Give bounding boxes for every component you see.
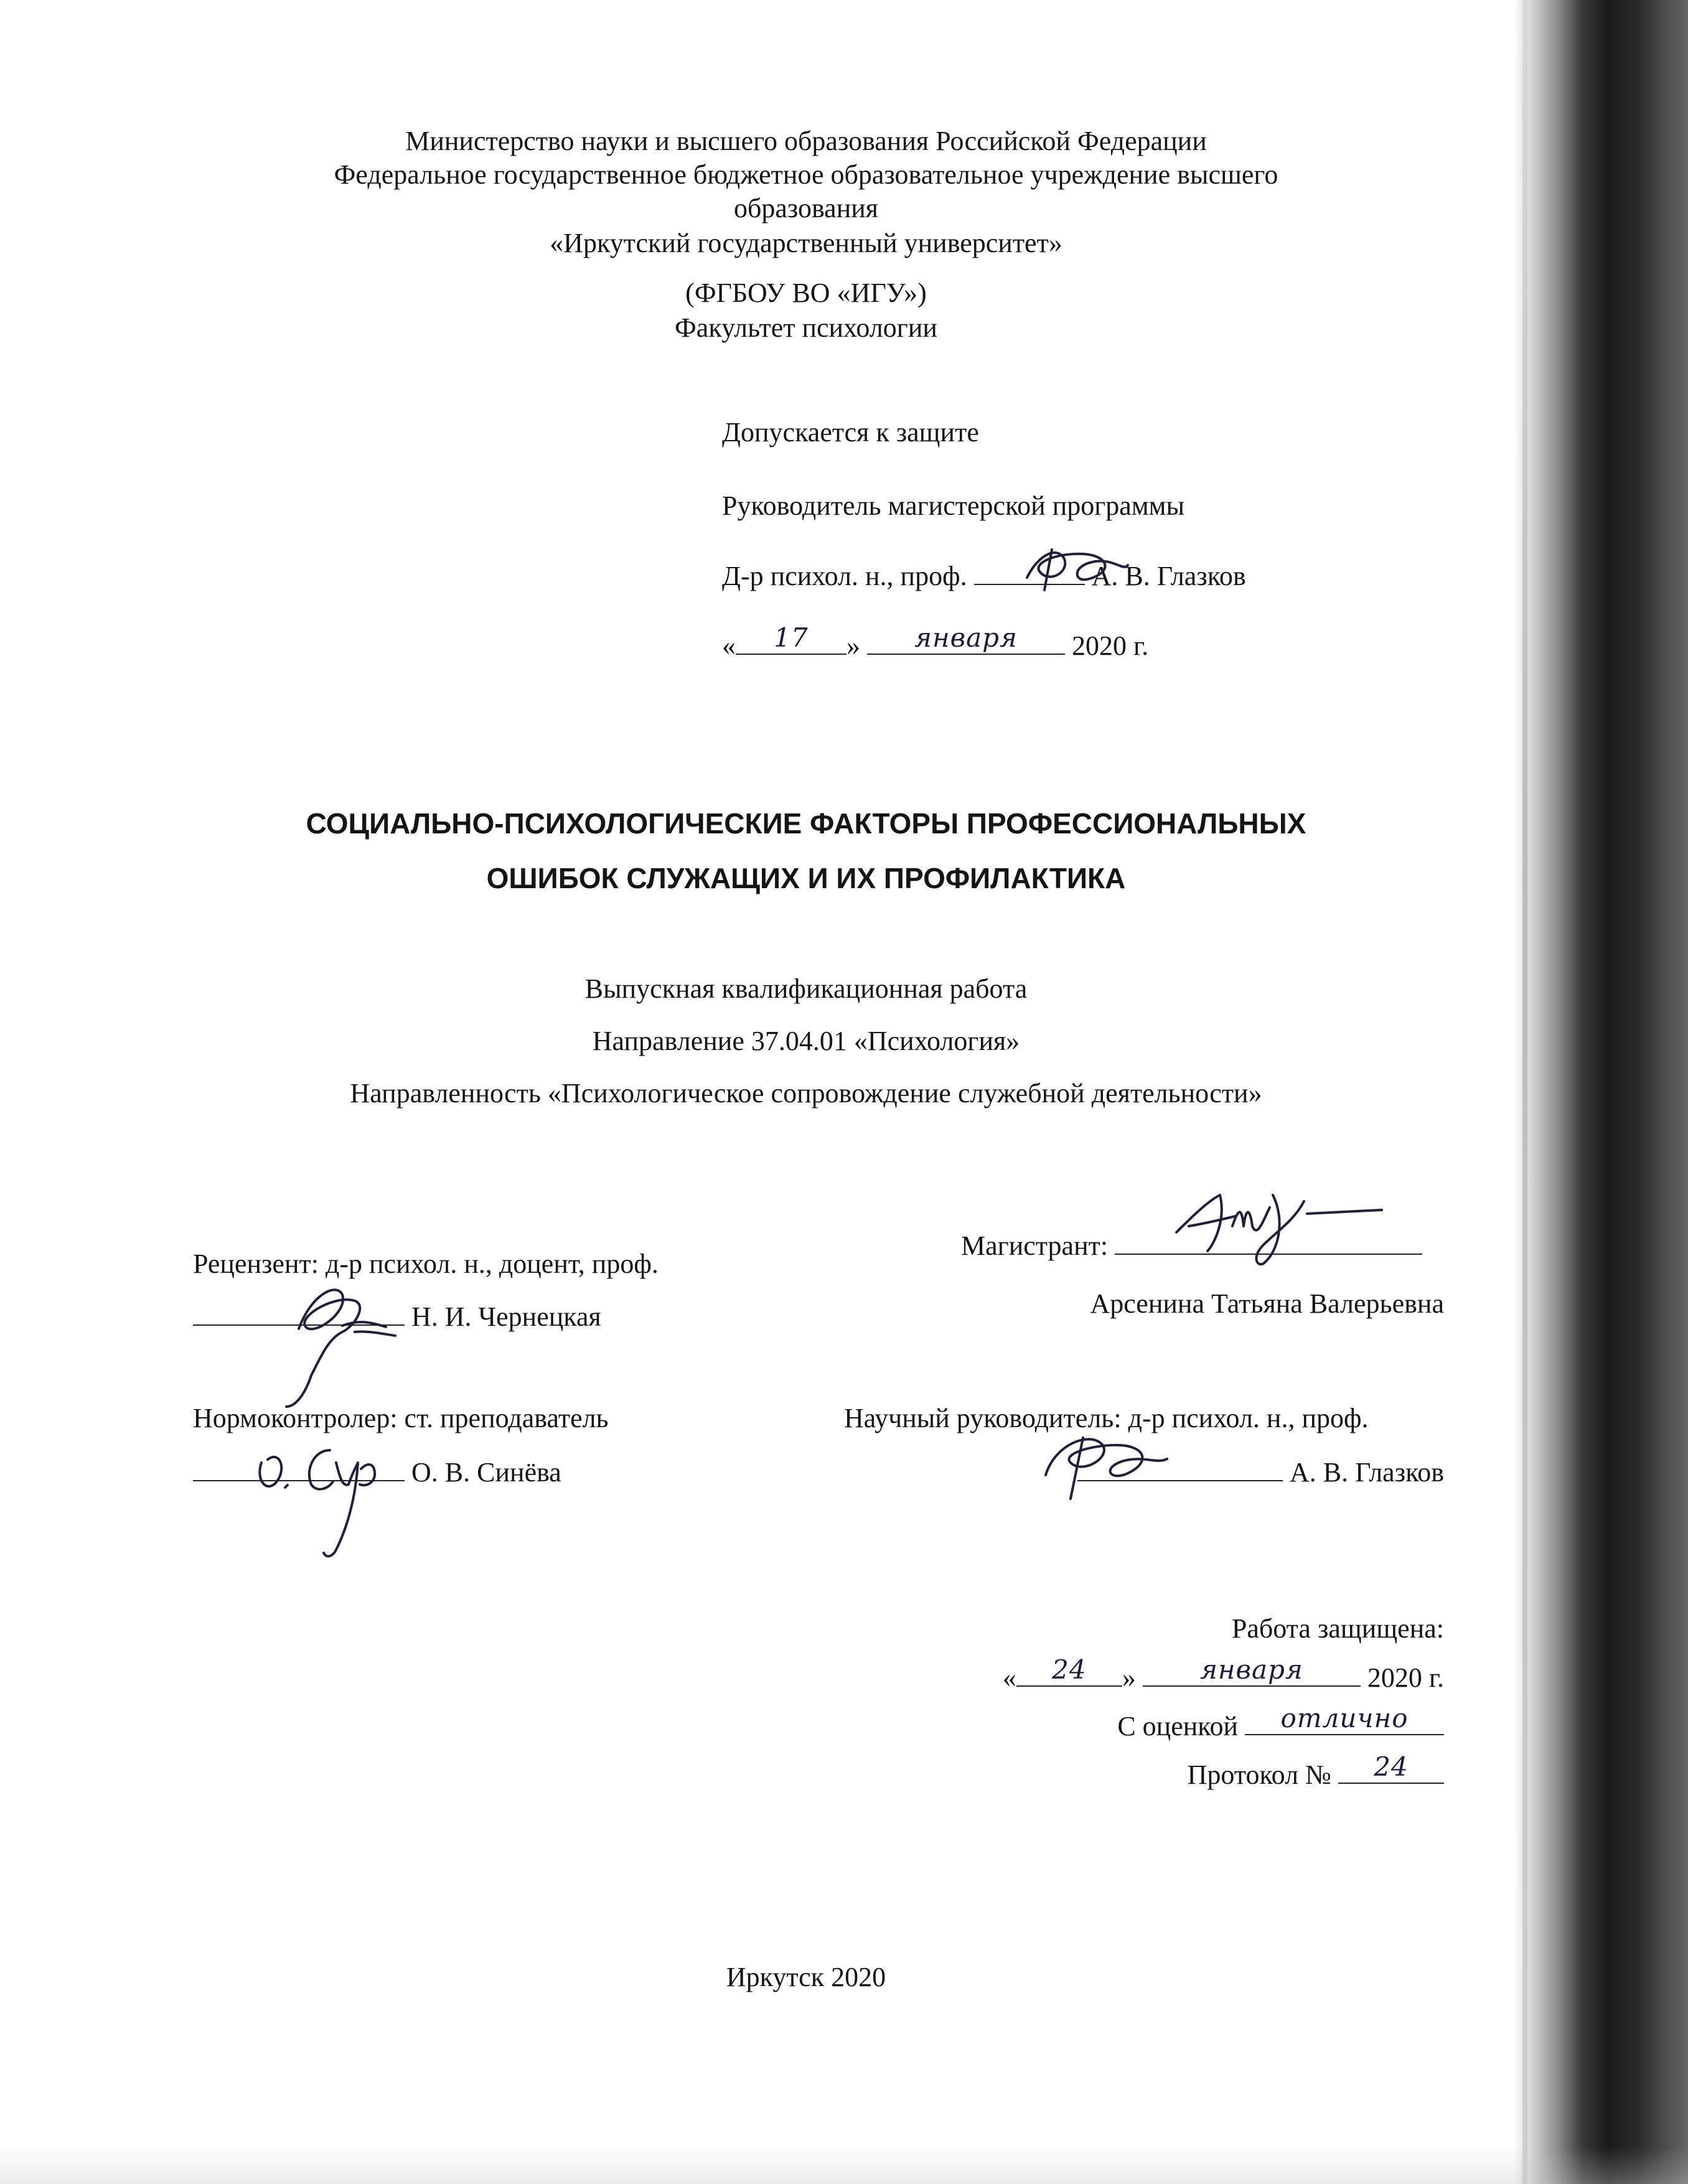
program-head-signer: [722, 559, 1246, 593]
program-head-role: Руководитель магистерской программы: [722, 490, 1185, 521]
defense-status: Работа защищена:: [1231, 1613, 1444, 1644]
approval-date: [722, 622, 1149, 663]
defense-protocol-value: 24: [1374, 1751, 1409, 1782]
approval-date-year: 2020 г.: [1072, 630, 1149, 661]
institution-line-1: Федеральное государственное бюджетное образовательное учреждение высшего: [334, 159, 1278, 190]
admitted-label: Допускается к защите: [722, 417, 979, 448]
reviewer-signature: [261, 1270, 405, 1413]
approval-date-month-field: [867, 622, 1065, 655]
defense-grade-field: [1245, 1703, 1444, 1735]
reviewer-label: Рецензент: д-р психол. н., доцент, проф.: [193, 1249, 659, 1279]
norm-controller-label: Нормоконтролер: ст. преподаватель: [193, 1403, 609, 1433]
signer-name: А. В. Глазков: [1091, 561, 1246, 591]
university-name: «Иркутский государственный университет»: [550, 228, 1062, 258]
reviewer-name: Н. И. Чернецкая: [411, 1301, 601, 1332]
defense-date-day-field: [1016, 1654, 1122, 1687]
approval-date-day: 17: [774, 622, 809, 653]
approval-date-day-field: [736, 622, 846, 655]
student-label: Магистрант:: [961, 1230, 1109, 1261]
signer-degree: Д-р психол. н., проф.: [722, 561, 967, 591]
university-abbrev: (ФГБОУ ВО «ИГУ»): [685, 278, 927, 308]
defense-protocol-field: [1338, 1751, 1444, 1784]
defense-protocol-row: [871, 1751, 1444, 1792]
work-direction: Направление 37.04.01 «Психология»: [592, 1026, 1020, 1056]
faculty-name: Факультет психологии: [675, 312, 937, 343]
defense-date-month: января: [1200, 1654, 1303, 1685]
defense-grade-row: [871, 1703, 1444, 1743]
defense-date: [871, 1654, 1444, 1695]
defense-date-quote-close: »: [1122, 1662, 1136, 1693]
defense-date-quote-open: «: [1002, 1662, 1016, 1693]
norm-controller-signature: [249, 1425, 398, 1562]
supervisor-signature: [1027, 1419, 1176, 1506]
scan-bottom-shade: [0, 2147, 1688, 2184]
supervisor-name: А. В. Глазков: [1289, 1457, 1444, 1488]
approval-date-month: января: [914, 622, 1018, 653]
program-head-signature: [1015, 540, 1133, 596]
ministry-line: Министерство науки и высшего образования Российской Федерации: [405, 126, 1207, 156]
supervisor-label: Научный руководитель: д-р психол. н., проф.: [844, 1403, 1369, 1433]
defense-grade-label: С оценкой: [1117, 1711, 1238, 1741]
work-type: Выпускная квалификационная работа: [584, 973, 1028, 1004]
thesis-title-line-2: ОШИБОК СЛУЖАЩИХ И ИХ ПРОФИЛАКТИКА: [486, 862, 1126, 894]
scan-page-edge: [1522, 0, 1527, 2184]
student-signature: [1170, 1183, 1388, 1270]
work-focus: Направленность «Психологическое сопровождение служебной деятельности»: [350, 1078, 1262, 1108]
approval-date-quote-open: «: [722, 630, 736, 661]
institution-line-2: образования: [733, 193, 879, 223]
norm-controller-name: О. В. Синёва: [411, 1457, 561, 1488]
thesis-title-line-1: СОЦИАЛЬНО-ПСИХОЛОГИЧЕСКИЕ ФАКТОРЫ ПРОФЕССИОНАЛЬНЫХ: [306, 807, 1306, 840]
defense-protocol-label: Протокол №: [1187, 1760, 1331, 1790]
defense-date-day: 24: [1052, 1654, 1087, 1685]
city-year: Иркутск 2020: [726, 1962, 886, 1992]
scan-binding-shadow: [1514, 0, 1688, 2184]
defense-date-year: 2020 г.: [1367, 1662, 1444, 1693]
student-name: Арсенина Татьяна Валерьевна: [1090, 1288, 1444, 1319]
defense-date-month-field: [1143, 1654, 1361, 1687]
defense-grade-value: отлично: [1280, 1703, 1409, 1733]
approval-date-quote-close: »: [846, 630, 860, 661]
